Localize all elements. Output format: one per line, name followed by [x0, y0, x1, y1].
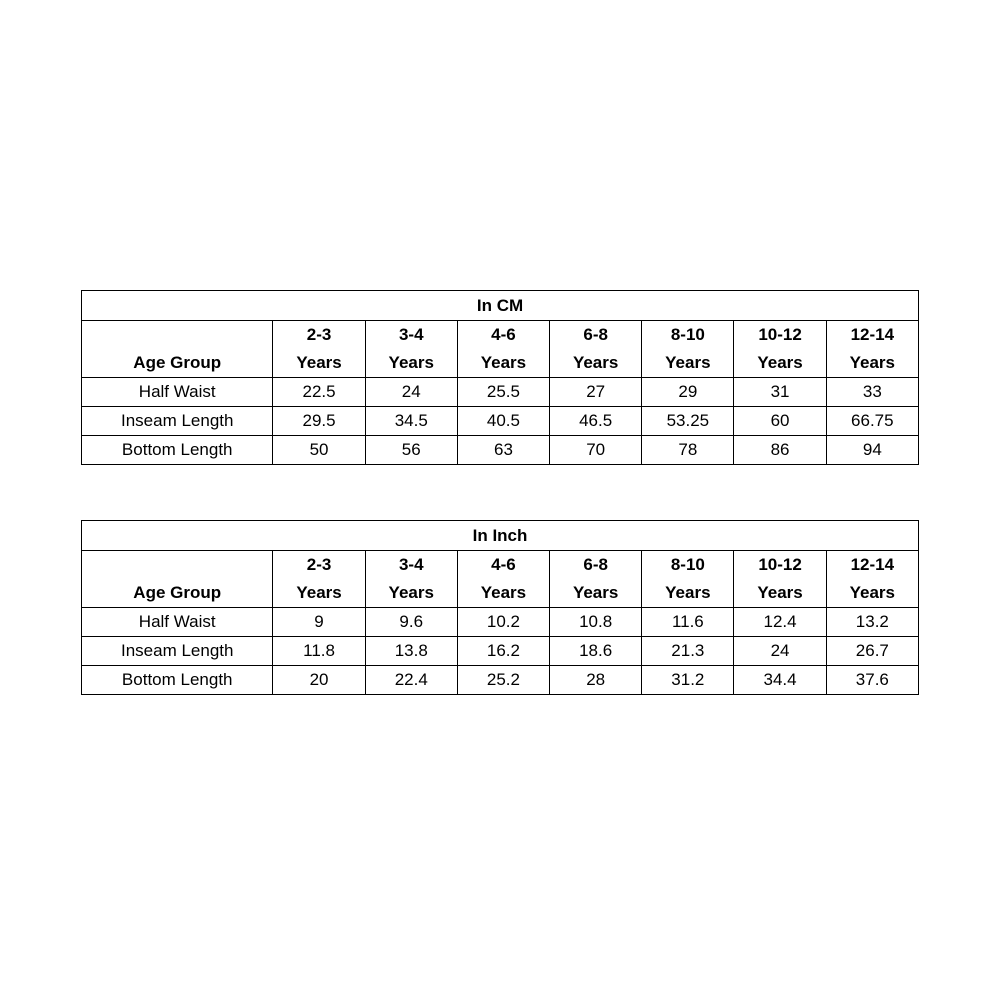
table-cell: 31.2 [642, 666, 734, 695]
table-cell: 70 [550, 436, 642, 465]
column-range: 2-3 [306, 325, 332, 344]
row-label: Bottom Length [82, 436, 273, 465]
column-unit: Years [480, 353, 527, 372]
column-header [734, 551, 826, 608]
table-cell: 25.5 [457, 378, 549, 407]
column-header [273, 551, 365, 608]
table-cell: 10.2 [457, 608, 549, 637]
table-cell: 10.8 [550, 608, 642, 637]
table-cell: 18.6 [550, 637, 642, 666]
column-header [457, 551, 549, 608]
table-title: In CM [82, 291, 919, 321]
column-header [457, 321, 549, 378]
table-cell: 21.3 [642, 637, 734, 666]
row-label: Inseam Length [82, 637, 273, 666]
column-unit: Years [849, 353, 896, 372]
column-range: 10-12 [758, 325, 802, 344]
table-row [82, 608, 919, 637]
table-cell: 16.2 [457, 637, 549, 666]
row-label: Bottom Length [82, 666, 273, 695]
table-cell: 9 [273, 608, 365, 637]
table-cell: 29.5 [273, 407, 365, 436]
size-chart-inch-table [81, 520, 919, 695]
table-cell: 12.4 [734, 608, 826, 637]
column-unit: Years [849, 583, 896, 602]
column-unit: Years [572, 583, 619, 602]
table-row [82, 436, 919, 465]
table-cell: 25.2 [457, 666, 549, 695]
column-range: 8-10 [670, 555, 705, 574]
table-cell: 94 [826, 436, 918, 465]
table-header-row [82, 321, 919, 378]
column-header [642, 321, 734, 378]
table-cell: 24 [734, 637, 826, 666]
column-range: 3-4 [398, 555, 424, 574]
table-cell: 13.2 [826, 608, 918, 637]
table-title-row [82, 291, 919, 321]
table-cell: 37.6 [826, 666, 918, 695]
column-range: 2-3 [306, 555, 332, 574]
column-range: 3-4 [398, 325, 424, 344]
table-title-row [82, 521, 919, 551]
table-cell: 11.8 [273, 637, 365, 666]
column-unit: Years [388, 583, 434, 602]
column-unit: Years [757, 353, 803, 372]
column-unit: Years [572, 353, 619, 372]
table-cell: 28 [550, 666, 642, 695]
table-cell: 40.5 [457, 407, 549, 436]
table-cell: 66.75 [826, 407, 918, 436]
table-cell: 11.6 [642, 608, 734, 637]
table-cell: 63 [457, 436, 549, 465]
age-group-header: Age Group [82, 321, 273, 378]
size-chart-cm-table [81, 290, 919, 465]
column-unit: Years [296, 583, 342, 602]
column-header [550, 321, 642, 378]
table-header-row [82, 551, 919, 608]
table-row [82, 378, 919, 407]
row-label: Inseam Length [82, 407, 273, 436]
column-range: 12-14 [850, 325, 895, 344]
column-unit: Years [296, 353, 342, 372]
table-cell: 34.4 [734, 666, 826, 695]
column-range: 6-8 [583, 325, 608, 344]
table-cell: 56 [365, 436, 457, 465]
column-header [642, 551, 734, 608]
table-cell: 22.4 [365, 666, 457, 695]
column-range: 4-6 [491, 325, 516, 344]
column-header [365, 321, 457, 378]
row-label: Half Waist [82, 378, 273, 407]
table-cell: 60 [734, 407, 826, 436]
column-header [273, 321, 365, 378]
table-cell: 50 [273, 436, 365, 465]
column-range: 8-10 [670, 325, 705, 344]
column-unit: Years [388, 353, 434, 372]
table-cell: 46.5 [550, 407, 642, 436]
table-cell: 29 [642, 378, 734, 407]
table-cell: 53.25 [642, 407, 734, 436]
column-header [550, 551, 642, 608]
table-cell: 31 [734, 378, 826, 407]
table-title: In Inch [82, 521, 919, 551]
table-cell: 26.7 [826, 637, 918, 666]
column-unit: Years [757, 583, 803, 602]
column-unit: Years [665, 583, 711, 602]
row-label: Half Waist [82, 608, 273, 637]
column-unit: Years [665, 353, 711, 372]
table-row [82, 666, 919, 695]
column-range: 6-8 [583, 555, 608, 574]
column-header [365, 551, 457, 608]
column-header [826, 551, 918, 608]
column-range: 4-6 [491, 555, 516, 574]
column-range: 12-14 [850, 555, 895, 574]
table-cell: 33 [826, 378, 918, 407]
column-header [826, 321, 918, 378]
table-cell: 22.5 [273, 378, 365, 407]
age-group-header: Age Group [82, 551, 273, 608]
table-row [82, 407, 919, 436]
table-cell: 24 [365, 378, 457, 407]
table-row [82, 637, 919, 666]
table-cell: 13.8 [365, 637, 457, 666]
table-cell: 86 [734, 436, 826, 465]
column-range: 10-12 [758, 555, 802, 574]
column-header [734, 321, 826, 378]
table-cell: 9.6 [365, 608, 457, 637]
table-cell: 27 [550, 378, 642, 407]
table-cell: 78 [642, 436, 734, 465]
table-cell: 34.5 [365, 407, 457, 436]
table-cell: 20 [273, 666, 365, 695]
column-unit: Years [480, 583, 527, 602]
